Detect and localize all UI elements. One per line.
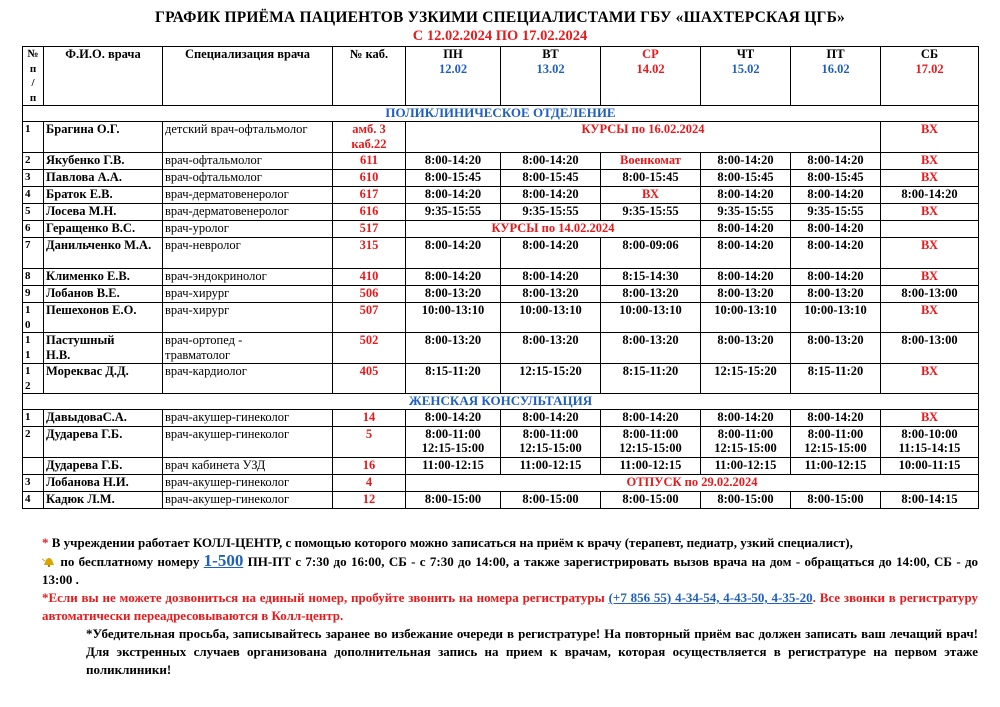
col-header-wed: СР 14.02 [601,47,701,106]
table-row: 1 ДавыдоваС.А. врач-акушер-гинеколог 14 8:00-14:20 8:00-14:20 8:00-14:20 8:00-14:20 8:00-14:20 ВХ [23,409,979,426]
registry-phones-link[interactable]: (+7 856 55) 4-34-54, 4-43-50, 4-35-20 [608,590,813,605]
bell-icon [42,556,56,567]
header-row [23,47,979,106]
table-row: 7 Данильченко М.А. врач-невролог 315 8:00-14:20 8:00-14:20 8:00-09:06 8:00-14:20 8:00-14:20 ВХ [23,238,979,269]
schedule-table [22,46,979,509]
table-row: 1 Брагина О.Г. детский врач-офтальмолог амб. 3 каб.22 КУРСЫ по 16.02.2024 ВХ [23,122,979,153]
notes-block [22,534,978,679]
col-header-fri: ПТ 16.02 [791,47,881,106]
table-row: 2 Якубенко Г.В. врач-офтальмолог 611 8:00-14:20 8:00-14:20 Военкомат 8:00-14:20 8:00-14:20 ВХ [23,153,979,170]
col-header-tue: ВТ 13.02 [501,47,601,106]
col-header-name: Ф.И.О. врача [44,47,163,106]
col-header-spec: Специализация врача [163,47,333,106]
call-center-phone[interactable]: 1-500 [203,551,244,570]
table-row: 3 Лобанова Н.И. врач-акушер-гинеколог 4 ОТПУСК по 29.02.2024 [23,474,979,491]
vacation-note: ОТПУСК по 29.02.2024 [406,474,979,491]
col-header-cab: № каб. [333,47,406,106]
courses-note: КУРСЫ по 16.02.2024 [406,122,881,153]
table-row: 1 2 Мореквас Д.Д. врач-кардиолог 405 8:15-11:20 12:15-15:20 8:15-11:20 12:15-15:20 8:15-11:20 ВХ [23,364,979,394]
section-women: ЖЕНСКАЯ КОНСУЛЬТАЦИЯ [23,394,979,410]
col-header-sat: СБ 17.02 [881,47,979,106]
table-row: 6 Геращенко В.С. врач-уролог 517 КУРСЫ по 14.02.2024 8:00-14:20 8:00-14:20 [23,221,979,238]
table-row: 2 Дударева Г.Б. врач-акушер-гинеколог 5 8:00-11:00 12:15-15:00 8:00-11:00 12:15-15:00 8:00-11:00 12:15-15:00 8:00-11:00 12:15-15:00 8:00-11:00 12:15-15:00 8:00-10:00 11:15-14:15 [23,426,979,457]
page-title: ГРАФИК ПРИЁМА ПАЦИЕНТОВ УЗКИМИ СПЕЦИАЛИСТАМИ ГБУ «ШАХТЕРСКАЯ ЦГБ» [155,9,845,26]
table-row: 1 1 Пастушный Н.В. врач-ортопед - травматолог 502 8:00-13:20 8:00-13:20 8:00-13:20 8:00-13:20 8:00-13:20 8:00-13:00 [23,333,979,364]
section-polyclinic: ПОЛИКЛИНИЧЕСКОЕ ОТДЕЛЕНИЕ [23,106,979,122]
table-row: 3 Павлова А.А. врач-офтальмолог 610 8:00-15:45 8:00-15:45 8:00-15:45 8:00-15:45 8:00-15:45 ВХ [23,170,979,187]
col-header-mon: ПН 12.02 [406,47,501,106]
col-header-num: № п / п [23,47,44,106]
table-row: 5 Лосева М.Н. врач-дерматовенеролог 616 9:35-15:55 9:35-15:55 9:35-15:55 9:35-15:55 9:35-15:55 ВХ [23,204,979,221]
col-header-thu: ЧТ 15.02 [701,47,791,106]
table-row: 1 0 Пешехонов Е.О. врач-хирург 507 10:00-13:10 10:00-13:10 10:00-13:10 10:00-13:10 10:00-13:10 ВХ [23,303,979,333]
table-row: 8 Клименко Е.В. врач-эндокринолог 410 8:00-14:20 8:00-14:20 8:15-14:30 8:00-14:20 8:00-14:20 ВХ [23,269,979,286]
table-row: Дударева Г.Б. врач кабинета УЗД 16 11:00-12:15 11:00-12:15 11:00-12:15 11:00-12:15 11:00-12:15 10:00-11:15 [23,457,979,474]
period-subtitle: С 12.02.2024 ПО 17.02.2024 [412,28,588,44]
note-request: *Убедительная просьба, записывайтесь заранее во избежание очереди в регистратуре! На повторный приём вас должен записать ваш лечащий врач! Для экстренных случаев организована дополнительная запись на прием к врачам, которая осуществляется в регистратуре на первом этаже поликлиники! [86,626,978,677]
table-row: 4 Кадюк Л.М. врач-акушер-гинеколог 12 8:00-15:00 8:00-15:00 8:00-15:00 8:00-15:00 8:00-15:00 8:00-14:15 [23,491,979,508]
courses-note: КУРСЫ по 14.02.2024 [406,221,701,238]
note-call-center: * В учреждении работает КОЛЛ-ЦЕНТР, с помощью которого можно записаться на приём к врачу (терапевт, педиатр, узкий специалист), по бесплатному номеру 1-500 ПН-ПТ с 7:30 до 16:00, СБ - с 7:30 до 14:00, а также зарегистрировать вызов врача на дом - обращаться до 14:00, СБ - до 13:00 . [42,535,979,587]
note-registry: *Если вы не можете дозвониться на единый номер, пробуйте звонить на номера регистратуры (+7 856 55) 4-34-54, 4-43-50, 4-35-20. Все звонки в регистратуру автоматически переадресовываются в Колл-центр. [42,590,979,623]
table-row: 9 Лобанов В.Е. врач-хирург 506 8:00-13:20 8:00-13:20 8:00-13:20 8:00-13:20 8:00-13:20 8:00-13:00 [23,286,979,303]
table-row: 4 Браток Е.В. врач-дерматовенеролог 617 8:00-14:20 8:00-14:20 ВХ 8:00-14:20 8:00-14:20 8:00-14:20 [23,187,979,204]
